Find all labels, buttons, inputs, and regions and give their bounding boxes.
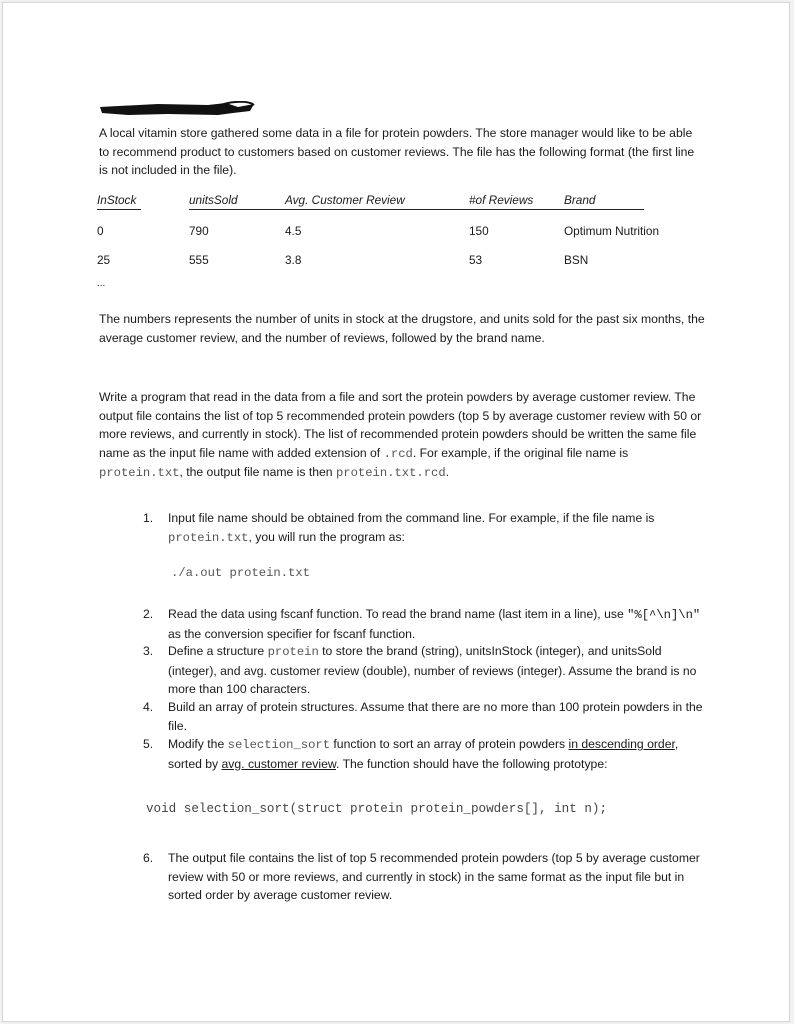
step-number: 6. (143, 851, 154, 865)
task-text: . (445, 465, 450, 479)
step-text: Read the data using fscanf function. To read the brand name (last item in a line), use (168, 607, 628, 621)
step-text: , sorted by (168, 737, 679, 771)
header-instock: InStock (97, 193, 137, 207)
underlined-text: avg. customer review (221, 756, 337, 771)
table-cell: BSN (564, 253, 589, 267)
explanation-paragraph: The numbers represents the number of units in stock at the drugstore, and units sold for the past six months, the average customer review, and the number of reviews, followed by the brand name. (99, 312, 705, 345)
command-example: ./a.out protein.txt (171, 566, 310, 580)
step-text: Modify the (168, 737, 228, 751)
step-1 (143, 509, 703, 547)
step-text: . The function should have the following prototype: (336, 756, 608, 771)
table-cell: 53 (469, 253, 483, 267)
code-filename: protein.txt (99, 466, 180, 480)
step-text: Build an array of protein structures. Assume that there are no more than 100 protein powders in the file. (168, 700, 703, 733)
table-cell: 4.5 (285, 224, 302, 238)
header-underline (189, 209, 644, 210)
function-prototype: void selection_sort(struct protein protein_powders[], int n); (146, 802, 608, 816)
header-underline (97, 209, 141, 210)
step-text: The output file contains the list of top 5 recommended protein powders (top 5 by average customer review with 50 or more reviews, and currently in stock) in the same format as the input file but in sorted order by average customer review. (168, 851, 700, 902)
redaction-mark (98, 101, 256, 117)
header-avg-review: Avg. Customer Review (285, 193, 405, 207)
task-text: . For example, if the original file name is (412, 445, 629, 460)
code-ext: .rcd (383, 446, 413, 461)
table-cell: 3.8 (285, 253, 302, 267)
table-cell: 25 (97, 253, 111, 267)
step-number: 5. (143, 737, 154, 751)
code-function-name: selection_sort (227, 738, 331, 752)
intro-paragraph: A local vitamin store gathered some data in a file for protein powders. The store manager would like to be able to recommend product to customers based on customer reviews. The file has the following format (the first line is not included in the file). (99, 126, 695, 177)
code-filename: protein.txt (168, 530, 249, 545)
step-text: function to sort an array of protein powders (330, 737, 569, 751)
underlined-text: in descending order (568, 737, 675, 751)
step-2 (143, 605, 703, 643)
step-text: Input file name should be obtained from the command line. For example, if the file name is (168, 511, 655, 525)
task-paragraph (99, 388, 705, 483)
table-cell: Optimum Nutrition (564, 224, 660, 238)
step-number: 2. (143, 607, 154, 621)
step-number: 1. (143, 511, 154, 525)
step-4 (143, 698, 703, 735)
step-number: 4. (143, 700, 154, 714)
step-text: , you will run the program as: (248, 529, 405, 544)
code-struct-name: protein (267, 645, 319, 659)
step-text: to store the brand (string), unitsInStock (integer), and unitsSold (integer), and avg. customer review (double), number of reviews (integer). Assume the brand is no more than 100 characters. (168, 644, 697, 696)
table-cell: 790 (189, 224, 209, 238)
step-text: Define a structure (168, 644, 268, 658)
header-brand: Brand (564, 193, 596, 207)
table-cell: 150 (469, 224, 489, 238)
step-6 (143, 849, 703, 905)
header-num-reviews: #of Reviews (469, 193, 534, 207)
code-outfile: protein.txt.rcd (335, 466, 446, 480)
code-specifier: "%[^\n]\n" (627, 608, 701, 622)
step-text: as the conversion specifier for fscanf function. (168, 626, 416, 641)
table-cell: 0 (97, 224, 104, 238)
header-unitssold: unitsSold (189, 193, 238, 207)
step-5 (143, 735, 703, 773)
step-number: 3. (143, 644, 154, 658)
table-cell: 555 (189, 253, 209, 267)
task-text: , the output file name is then (179, 465, 336, 479)
task-text: Write a program that read in the data from a file and sort the protein powders by average customer review. The output file contains the list of top 5 recommended protein powders (top 5 by average customer review with 50 or more reviews, and currently in stock). The list of recommended protein powders should be written the same file name as the input file name with added extension of (99, 390, 702, 460)
document-page (2, 2, 790, 1022)
step-3 (143, 642, 703, 699)
table-ellipsis: ... (97, 278, 106, 289)
